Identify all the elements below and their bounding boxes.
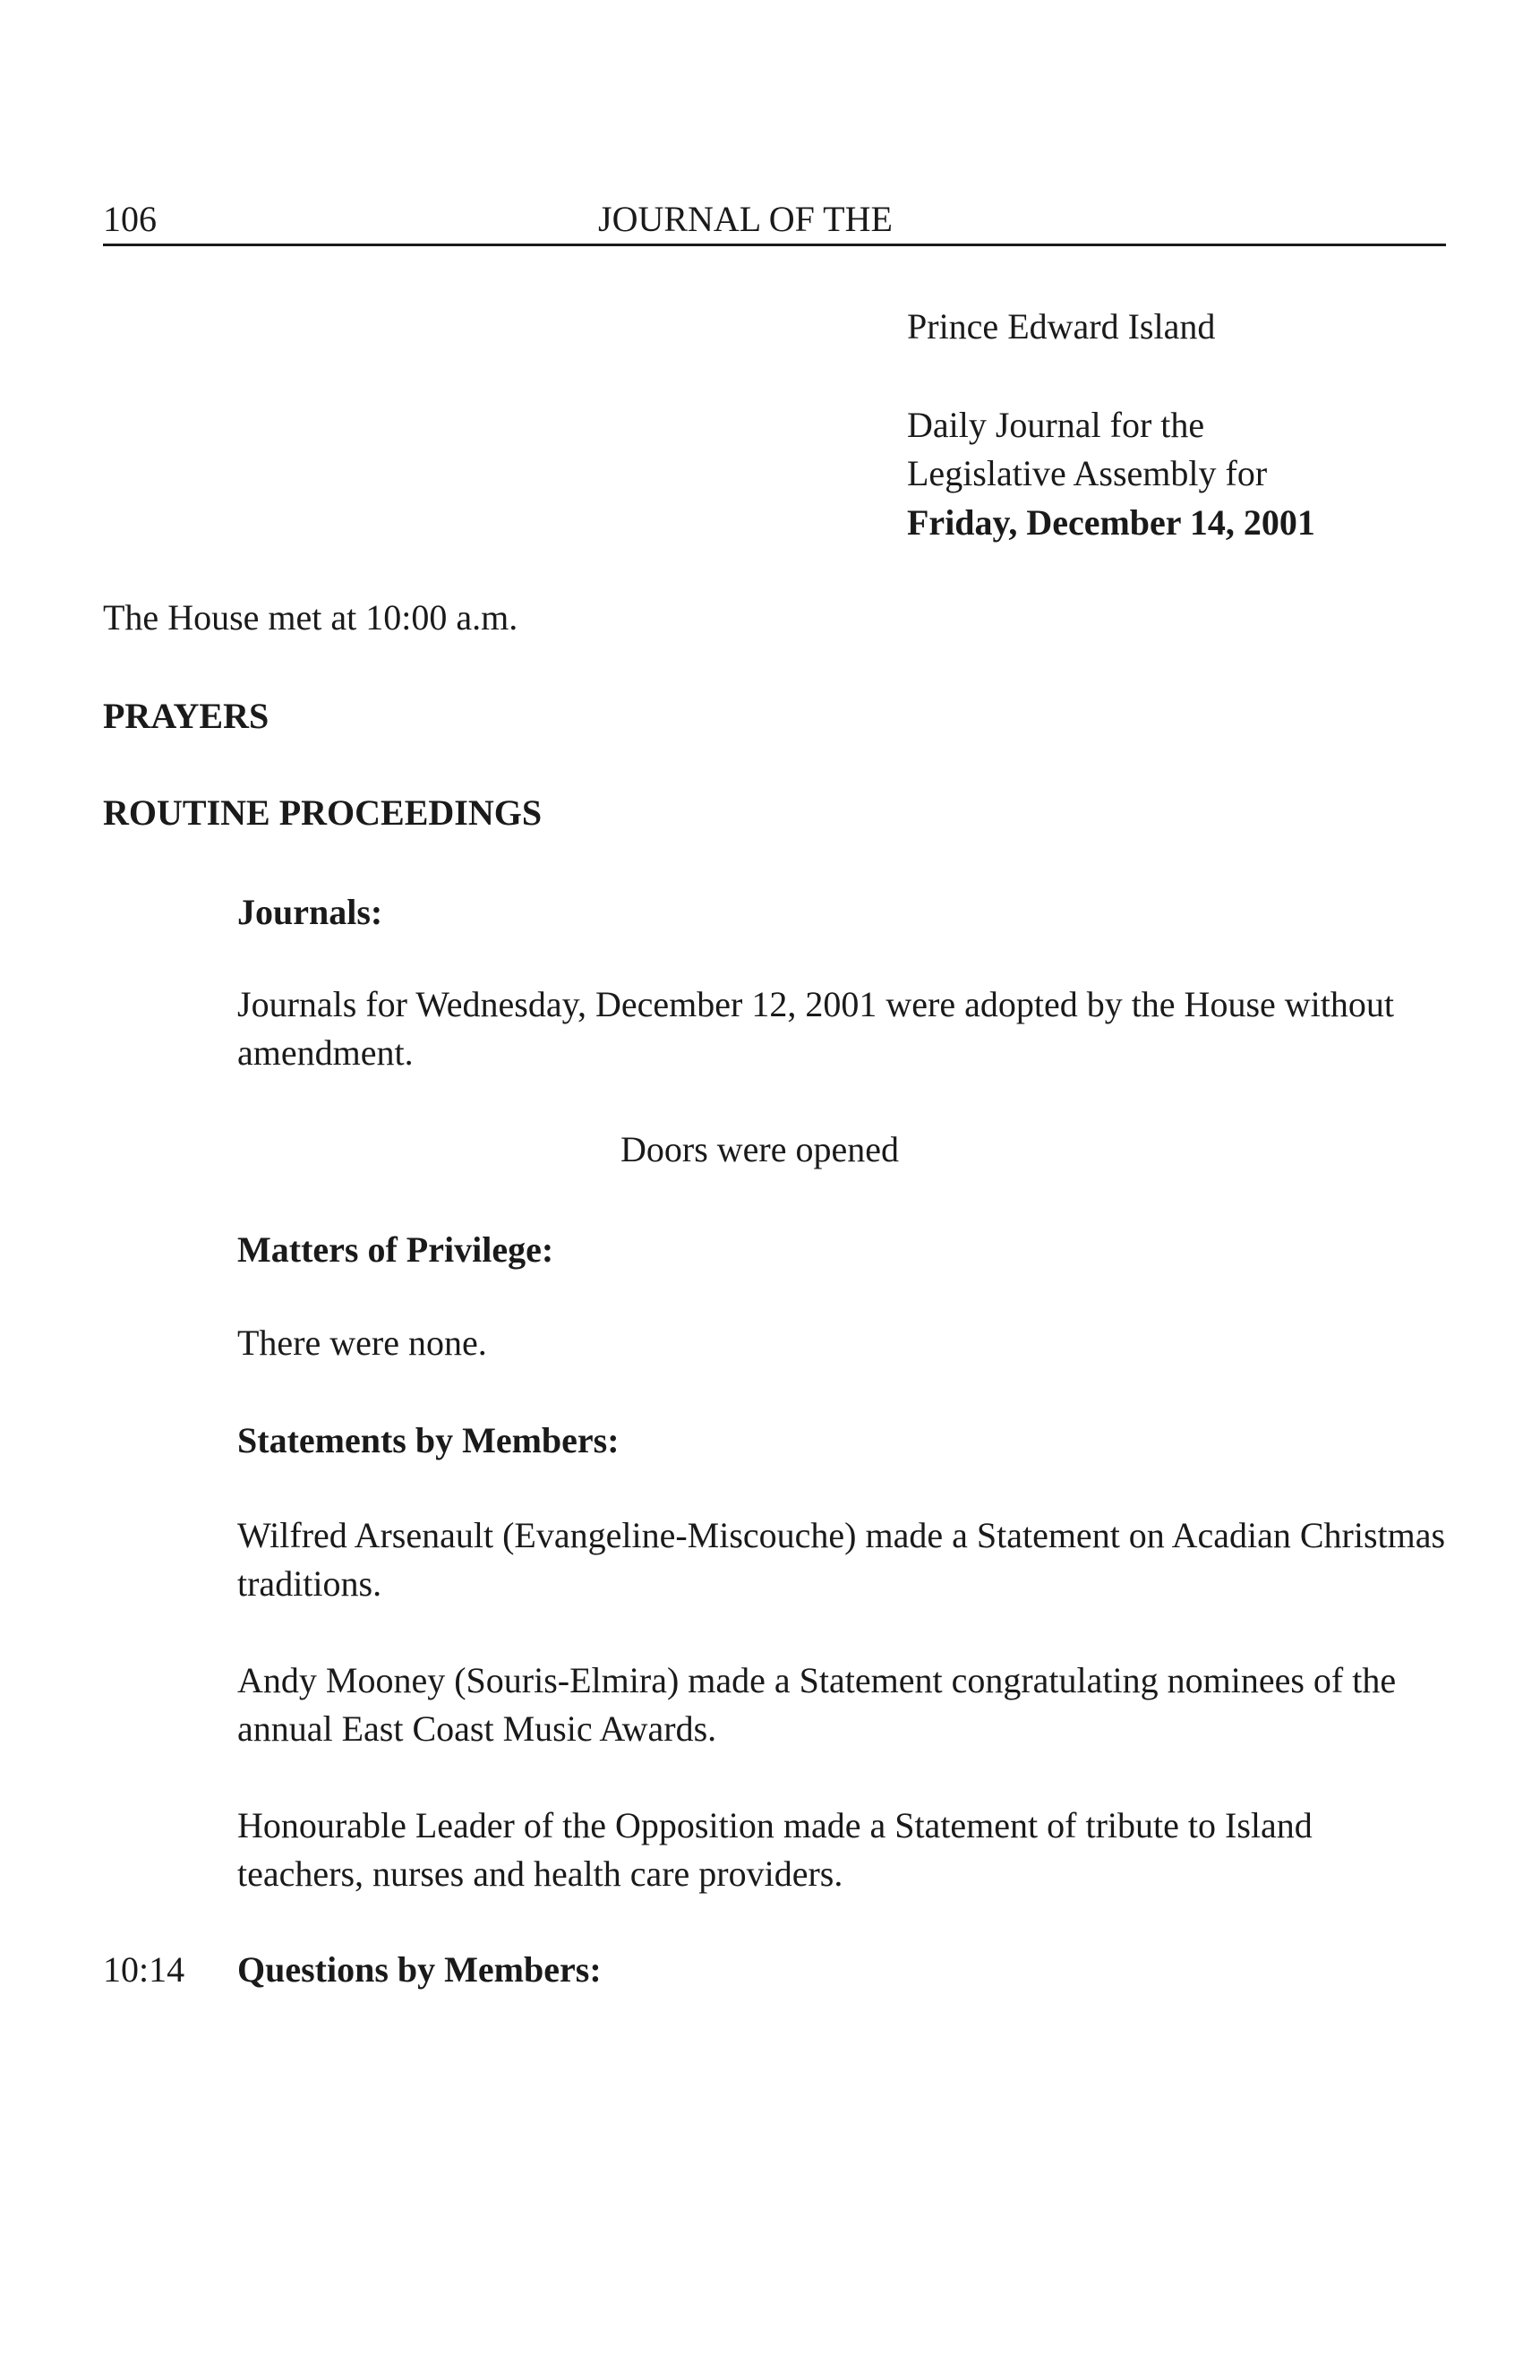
running-title: JOURNAL OF THE — [598, 199, 893, 239]
journals-text: Journals for Wednesday, December 12, 2001 were adopted by the House without amendment. — [237, 984, 1394, 1073]
title-date: Friday, December 14, 2001 — [907, 502, 1315, 543]
section-prayers: PRAYERS — [103, 696, 270, 736]
title-line-2: Daily Journal for the — [907, 405, 1205, 445]
statements-heading: Statements by Members: — [237, 1420, 620, 1460]
privilege-text: There were none. — [237, 1323, 487, 1363]
statement-item-1: Wilfred Arsenault (Evangeline-Miscouche) made a Statement on Acadian Christmas traditions. — [237, 1515, 1446, 1604]
statement-item-2: Andy Mooney (Souris-Elmira) made a Statement congratulating nominees of the annual East Coast Music Awards. — [237, 1660, 1397, 1749]
title-line-3: Legislative Assembly for — [907, 453, 1268, 493]
header-rule — [103, 244, 1446, 246]
page-number: 106 — [103, 199, 157, 239]
doors-opened: Doors were opened — [620, 1129, 899, 1169]
section-routine-proceedings: ROUTINE PROCEEDINGS — [103, 792, 543, 833]
journals-heading: Journals: — [237, 892, 383, 932]
privilege-heading: Matters of Privilege: — [237, 1229, 554, 1270]
questions-heading: Questions by Members: — [237, 1949, 602, 1990]
questions-time: 10:14 — [103, 1949, 185, 1990]
title-line-1: Prince Edward Island — [907, 306, 1216, 347]
opening-line: The House met at 10:00 a.m. — [103, 597, 518, 638]
statement-item-3: Honourable Leader of the Opposition made a Statement of tribute to Island teachers, nurses and health care providers. — [237, 1805, 1313, 1894]
